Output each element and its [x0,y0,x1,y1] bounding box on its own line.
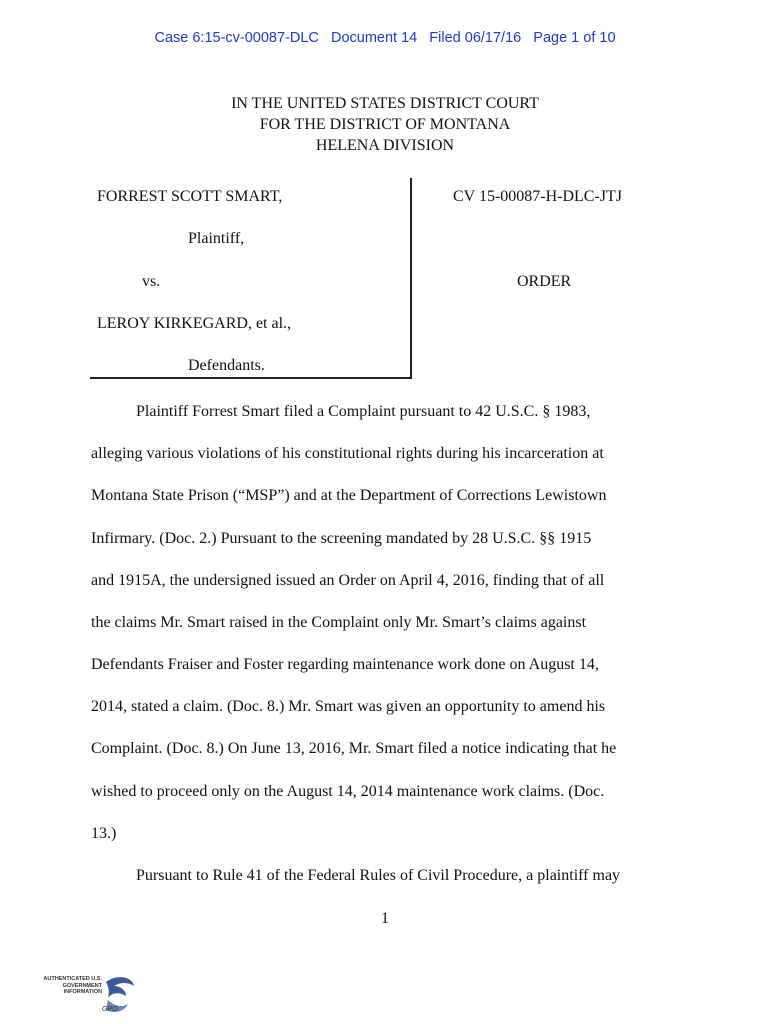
court-title-line-2: FOR THE DISTRICT OF MONTANA [259,116,511,133]
body-line-4: Infirmary. (Doc. 2.) Pursuant to the screening mandated by 28 U.S.C. §§ 1915 [91,530,592,547]
gpo-logo-text: AUTHENTICATED U.S. GOVERNMENT INFORMATION [43,976,102,995]
case-header: Case 6:15-cv-00087-DLC Document 14 Filed 06/17/16 Page 1 of 10 [154,30,616,46]
body-line-6: the claims Mr. Smart raised in the Complaint only Mr. Smart’s claims against [91,614,587,631]
defendant-role: Defendants. [188,357,265,374]
caption-horizontal-rule [90,377,412,379]
defendant-name: LEROY KIRKEGARD, et al., [97,315,292,332]
body-line-8: 2014, stated a claim. (Doc. 8.) Mr. Smart was given an opportunity to amend his [91,698,606,715]
body-line-5: and 1915A, the undersigned issued an Order on April 4, 2016, finding that of all [91,572,605,589]
body-line-7: Defendants Fraiser and Foster regarding maintenance work done on August 14, [91,656,599,673]
case-number: CV 15-00087-H-DLC-JTJ [453,188,623,205]
body-line-2: alleging various violations of his constitutional rights during his incarceration at [91,445,604,462]
body-line-12: Pursuant to Rule 41 of the Federal Rules of Civil Procedure, a plaintiff may [136,867,621,884]
plaintiff-name: FORREST SCOTT SMART, [97,188,283,205]
court-title-line-1: IN THE UNITED STATES DISTRICT COURT [231,95,539,112]
gpo-logo-mark: GPO [102,1006,118,1013]
body-line-11: 13.) [91,825,117,842]
court-title-line-3: HELENA DIVISION [315,137,455,154]
page-number: 1 [381,910,389,927]
body-line-9: Complaint. (Doc. 8.) On June 13, 2016, Mr. Smart filed a notice indicating that he [91,740,617,757]
caption-vertical-rule [410,178,412,378]
body-line-10: wished to proceed only on the August 14, 2014 maintenance work claims. (Doc. [91,783,605,800]
plaintiff-role: Plaintiff, [188,230,245,247]
body-line-1: Plaintiff Forrest Smart filed a Complaint pursuant to 42 U.S.C. § 1983, [136,403,591,420]
body-line-3: Montana State Prison (“MSP”) and at the Department of Corrections Lewistown [91,487,607,504]
gpo-authentication-logo [42,972,132,1018]
document-type: ORDER [517,273,572,290]
versus-label: vs. [142,273,161,290]
